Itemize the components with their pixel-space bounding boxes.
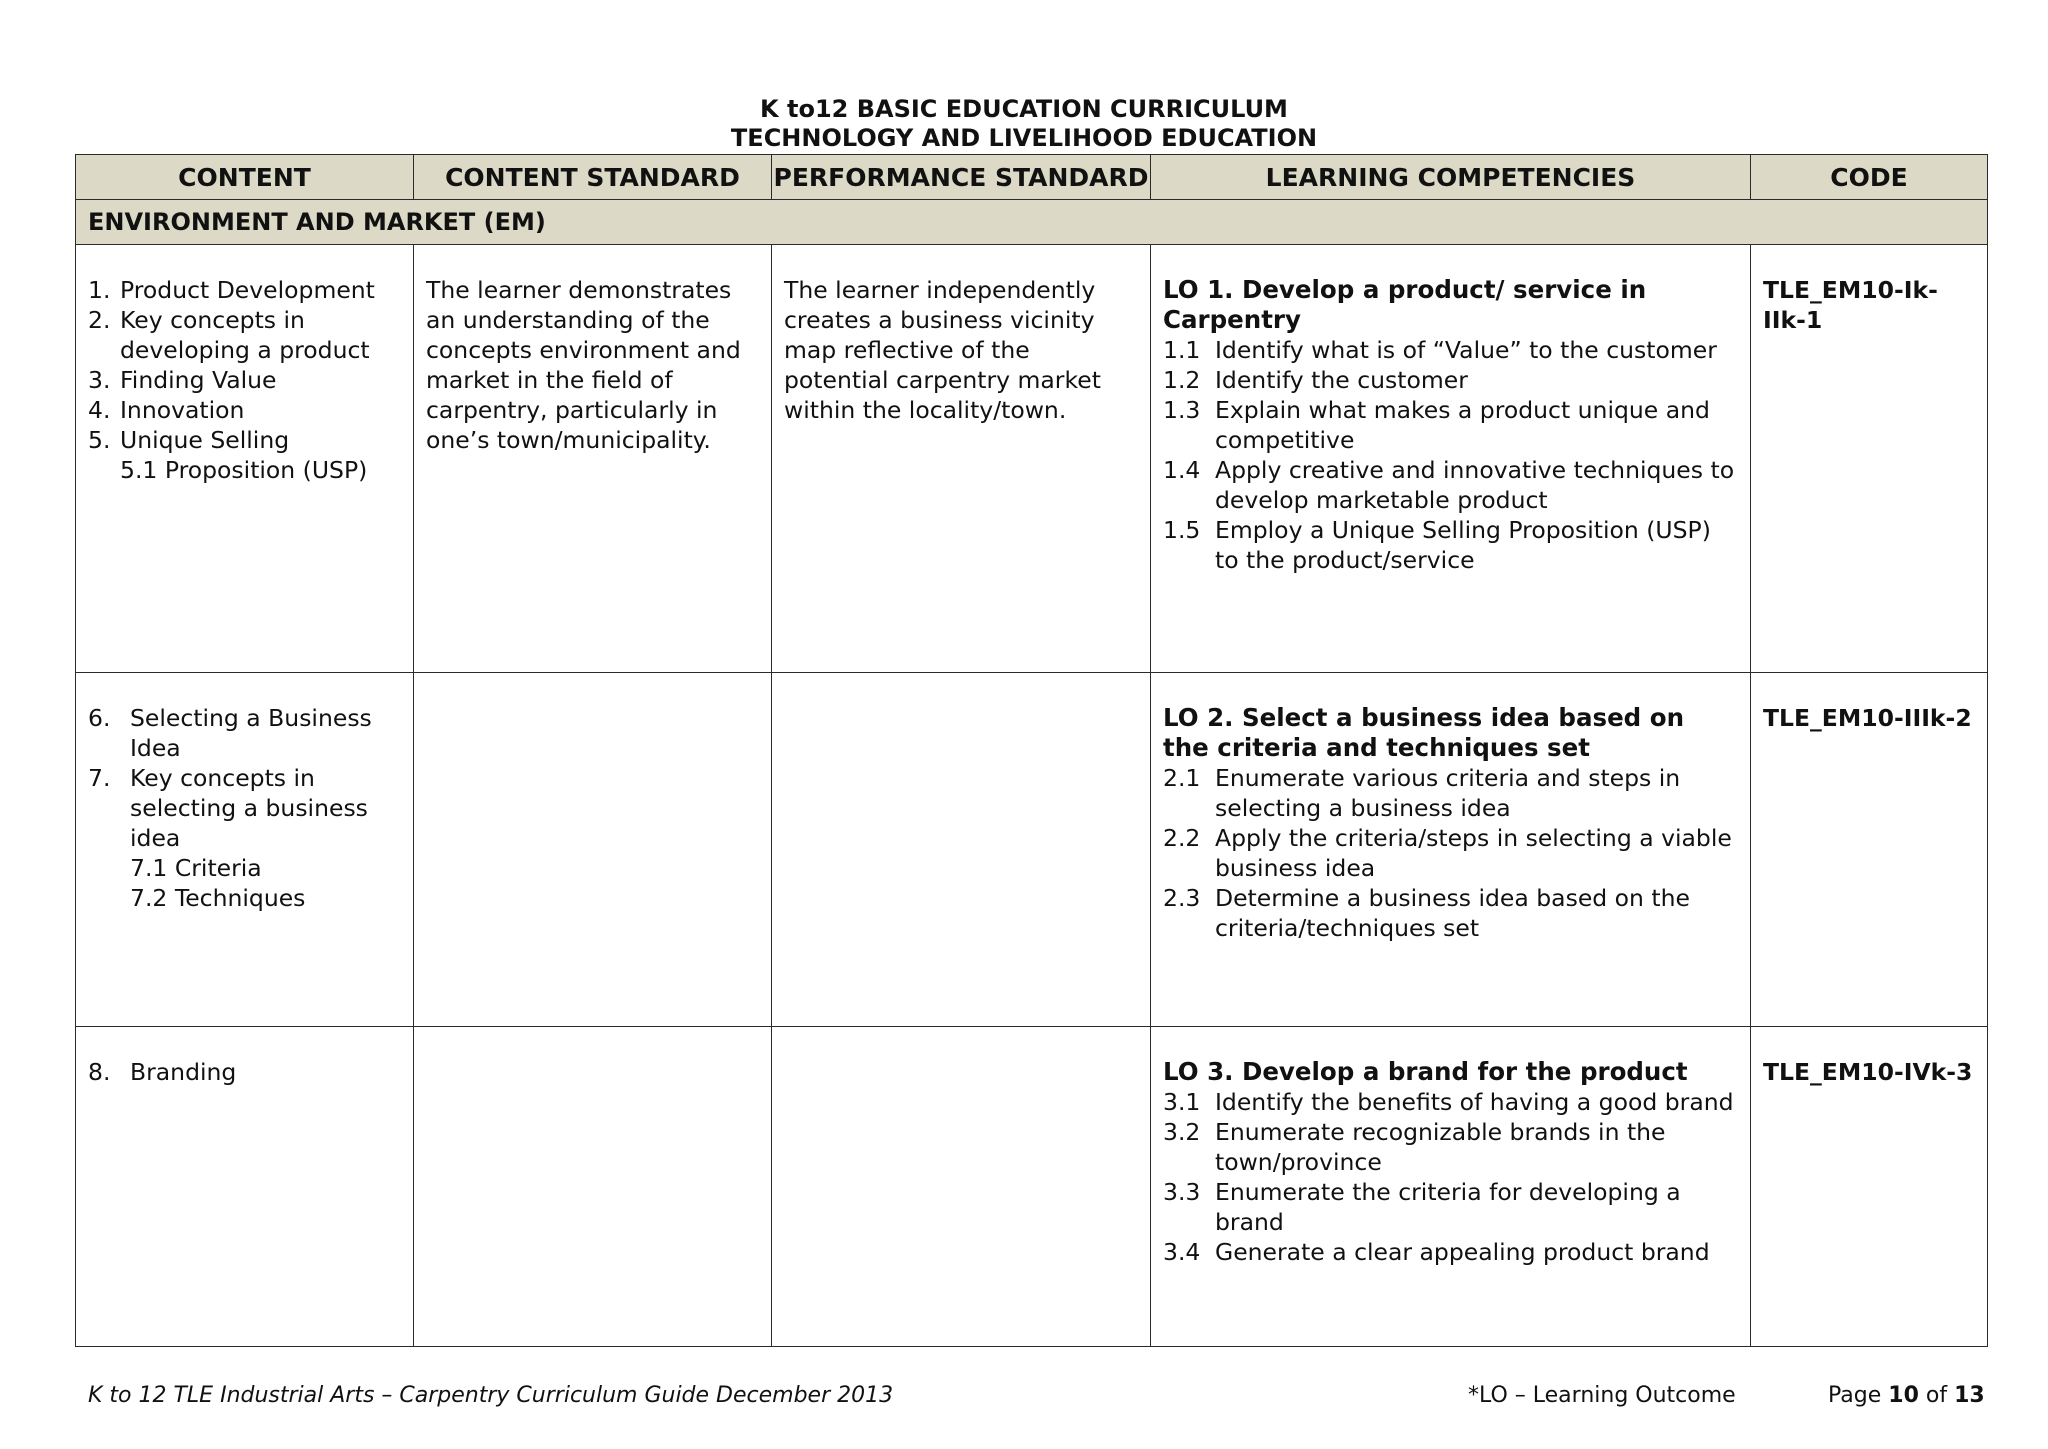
header-row (76, 155, 1988, 200)
content-standard-cell (414, 1026, 772, 1346)
document-header (0, 95, 2048, 153)
col-header-performance-standard: PERFORMANCE STANDARD (772, 155, 1151, 200)
competency-item: 2.1 Enumerate various criteria and steps in selecting a business idea (1163, 764, 1681, 823)
performance-standard-cell (772, 673, 1151, 1026)
code-cell: TLE_EM10-IIIk-2 (1751, 673, 1988, 1026)
competency-item: 1.1 Identify what is of “Value” to the customer (1163, 336, 1717, 365)
col-header-learning-competencies: LEARNING COMPETENCIES (1151, 155, 1751, 200)
col-header-content-standard: CONTENT STANDARD (414, 155, 772, 200)
col-header-code: CODE (1751, 155, 1988, 200)
list-item: 2. Key concepts in developing a product (88, 306, 370, 365)
code-cell: TLE_EM10-IVk-3 (1751, 1026, 1988, 1346)
competency-item: 3.1 Identify the benefits of having a good brand (1163, 1087, 1734, 1116)
list-item: 6. Selecting a Business Idea (88, 704, 372, 763)
content-cell (76, 245, 414, 673)
competency-item: 3.3 Enumerate the criteria for developing a brand (1163, 1177, 1681, 1236)
competencies-cell (1151, 1026, 1751, 1346)
list-item: 3. Finding Value (88, 366, 277, 395)
content-list (88, 1057, 401, 1087)
header-subtitle: TECHNOLOGY AND LIVELIHOOD EDUCATION (730, 124, 1318, 152)
competencies-cell (1151, 245, 1751, 673)
content-sub-item: 5.1 Proposition (USP) (120, 456, 368, 485)
section-title: ENVIRONMENT AND MARKET (EM) (76, 200, 1988, 245)
competency-item: 1.5 Employ a Unique Selling Proposition (USP) to the product/service (1163, 516, 1711, 575)
list-item: 4. Innovation (88, 396, 245, 425)
curriculum-table (75, 154, 1988, 1347)
table-row (76, 1026, 1988, 1346)
table-row (76, 245, 1988, 673)
content-list (88, 275, 401, 455)
performance-standard-cell (772, 1026, 1151, 1346)
competency-item: 1.4 Apply creative and innovative techniques to develop marketable product (1163, 456, 1735, 515)
lo-title: LO 1. Develop a product/ service in Carpentry (1163, 275, 1647, 335)
content-cell (76, 673, 414, 1026)
performance-standard-cell: The learner independently creates a business vicinity map reflective of the potential carpentry market within the locality/town. (772, 245, 1151, 673)
content-cell (76, 1026, 414, 1346)
code-cell: TLE_EM10-Ik-IIk-1 (1751, 245, 1988, 673)
content-standard-cell: The learner demonstrates an understanding of the concepts environment and market in the field of carpentry, particularly in one’s town/municipality. (414, 245, 772, 673)
content-list (88, 703, 401, 853)
lo-title: LO 2. Select a business idea based on the criteria and techniques set (1163, 703, 1685, 763)
table-row (76, 673, 1988, 1026)
competency-item: 2.2 Apply the criteria/steps in selecting a viable business idea (1163, 824, 1732, 883)
list-item: 8. Branding (88, 1057, 237, 1086)
competencies-cell (1151, 673, 1751, 1026)
section-row (76, 200, 1988, 245)
competency-item: 2.3 Determine a business idea based on the criteria/techniques set (1163, 884, 1690, 943)
competency-item: 3.4 Generate a clear appealing product brand (1163, 1237, 1710, 1266)
lo-title: LO 3. Develop a brand for the product (1163, 1056, 1688, 1086)
list-item: 7. Key concepts in selecting a business idea (88, 764, 368, 853)
footer-lo-note: *LO – Learning Outcome (1468, 1383, 1736, 1408)
competency-item: 1.3 Explain what makes a product unique and competitive (1163, 396, 1710, 455)
footer-guide-title: K to 12 TLE Industrial Arts – Carpentry Curriculum Guide December 2013 (88, 1383, 894, 1408)
content-standard-cell (414, 673, 772, 1026)
page-number: Page 10 of 13 (1828, 1383, 1985, 1408)
content-sub-item: 7.2 Techniques (130, 884, 306, 913)
competency-item: 3.2 Enumerate recognizable brands in the town/province (1163, 1117, 1666, 1176)
col-header-content: CONTENT (76, 155, 414, 200)
content-sub-item: 7.1 Criteria (130, 854, 262, 883)
list-item: 1. Product Development (88, 276, 375, 305)
header-title: K to12 BASIC EDUCATION CURRICULUM (760, 95, 1288, 123)
competency-item: 1.2 Identify the customer (1163, 366, 1468, 395)
list-item: 5. Unique Selling (88, 426, 290, 455)
